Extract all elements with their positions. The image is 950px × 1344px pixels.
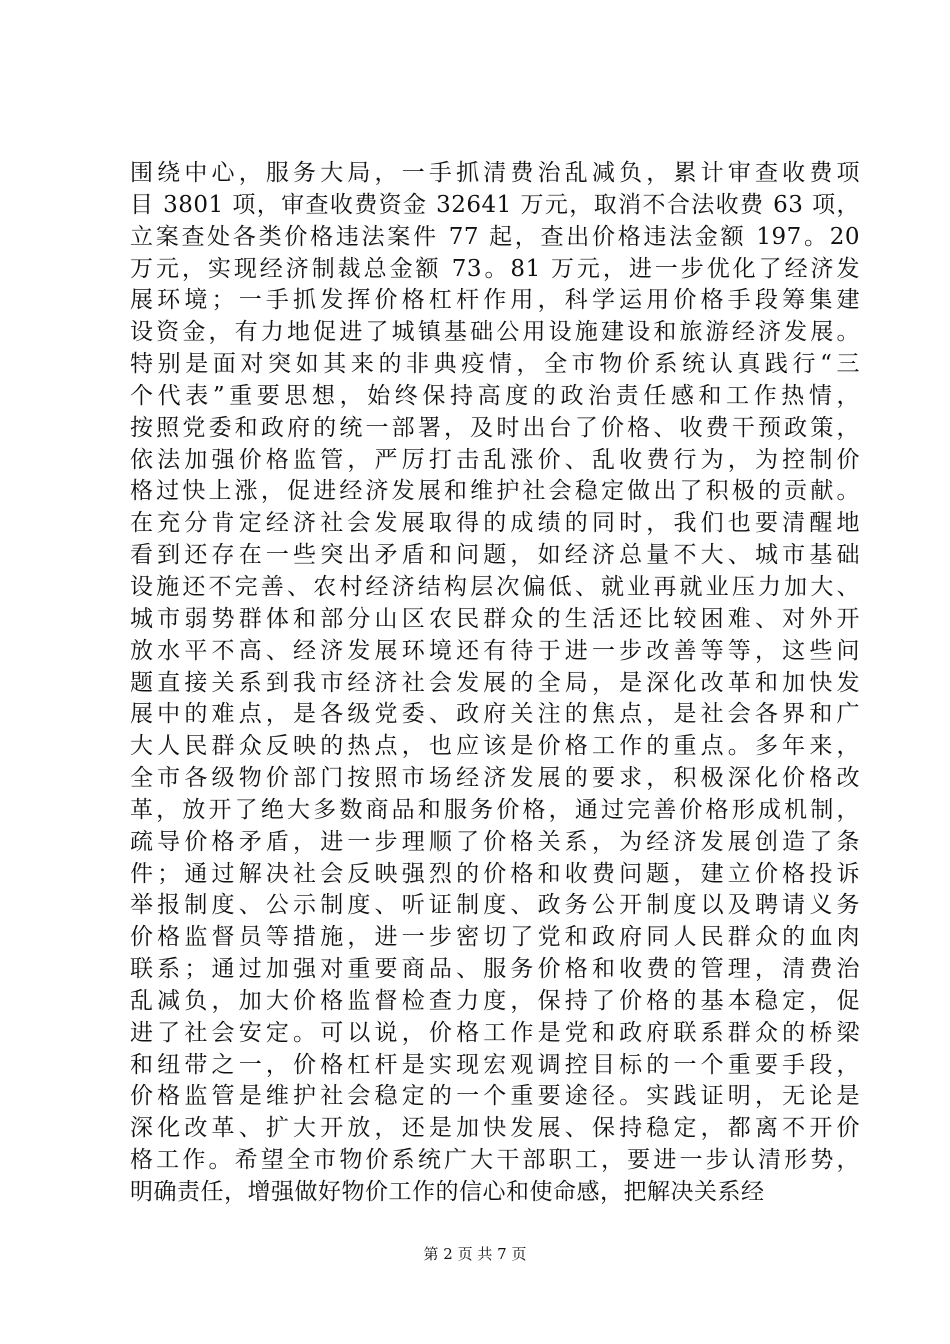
text-line: 价格监管是维护社会稳定的一个重要途径。实践证明，无论是 [130, 1083, 860, 1110]
text-line: 放水平不高、经济发展环境还有待于进一步改善等等，这些问 [130, 637, 860, 664]
text-line: 依法加强价格监管，严厉打击乱涨价、乱收费行为，为控制价 [130, 446, 860, 473]
page-number-footer: 第 2 页 共 7 页 [423, 1245, 527, 1263]
text-line: 大人民群众反映的热点，也应该是价格工作的重点。多年来， [130, 733, 860, 760]
text-line: 按照党委和政府的统一部署，及时出台了价格、收费干预政策， [130, 414, 860, 441]
text-line: 展环境；一手抓发挥价格杠杆作用，科学运用价格手段筹集建 [130, 287, 860, 314]
text-line: 格工作。希望全市物价系统广大干部职工，要进一步认清形势， [130, 1147, 860, 1174]
text-line: 深化改革、扩大开放，还是加快发展、保持稳定，都离不开价 [130, 1115, 860, 1142]
text-line: 价格监督员等措施，进一步密切了党和政府同人民群众的血肉 [130, 924, 860, 951]
text-line: 设资金，有力地促进了城镇基础公用设施建设和旅游经济发展。 [130, 319, 860, 346]
text-line: 格过快上涨，促进经济发展和维护社会稳定做出了积极的贡献。 [130, 478, 860, 505]
text-line: 举报制度、公示制度、听证制度、政务公开制度以及聘请义务 [130, 892, 860, 919]
text-line: 城市弱势群体和部分山区农民群众的生活还比较困难、对外开 [130, 605, 860, 632]
text-line: 和纽带之一，价格杠杆是实现宏观调控目标的一个重要手段， [130, 1051, 860, 1078]
text-line: 万元，实现经济制裁总金额 73。81 万元，进一步优化了经济发 [130, 255, 860, 282]
text-line: 联系；通过加强对重要商品、服务价格和收费的管理，清费治 [130, 956, 860, 983]
text-line: 题直接关系到我市经济社会发展的全局，是深化改革和加快发 [130, 669, 860, 696]
text-line: 特别是面对突如其来的非典疫情，全市物价系统认真践行“三 [130, 351, 860, 378]
text-line: 看到还存在一些突出矛盾和问题，如经济总量不大、城市基础 [130, 542, 860, 569]
text-line: 设施还不完善、农村经济结构层次偏低、就业再就业压力加大、 [130, 573, 860, 600]
text-line: 疏导价格矛盾，进一步理顺了价格关系，为经济发展创造了条 [130, 828, 860, 855]
text-line: 革，放开了绝大多数商品和服务价格，通过完善价格形成机制， [130, 796, 860, 823]
text-line: 乱减负，加大价格监督检查力度，保持了价格的基本稳定，促 [130, 987, 860, 1014]
text-line: 立案查处各类价格违法案件 77 起，查出价格违法金额 197。20 [130, 223, 860, 250]
text-line: 围绕中心，服务大局，一手抓清费治乱减负，累计审查收费项 [130, 160, 860, 186]
text-line: 目 3801 项，审查收费资金 32641 万元，取消不合法收费 63 项， [130, 191, 860, 218]
text-line: 在充分肯定经济社会发展取得的成绩的同时，我们也要清醒地 [130, 510, 860, 537]
text-line: 明确责任，增强做好物价工作的信心和使命感，把解决关系经 [130, 1179, 765, 1205]
text-line: 全市各级物价部门按照市场经济发展的要求，积极深化价格改 [130, 765, 860, 792]
text-line: 个代表”重要思想，始终保持高度的政治责任感和工作热情， [130, 382, 860, 409]
body-text [130, 158, 860, 1209]
text-line: 件；通过解决社会反映强烈的价格和收费问题，建立价格投诉 [130, 860, 860, 887]
text-line: 进了社会安定。可以说，价格工作是党和政府联系群众的桥梁 [130, 1019, 860, 1046]
text-line: 展中的难点，是各级党委、政府关注的焦点，是社会各界和广 [130, 701, 860, 728]
